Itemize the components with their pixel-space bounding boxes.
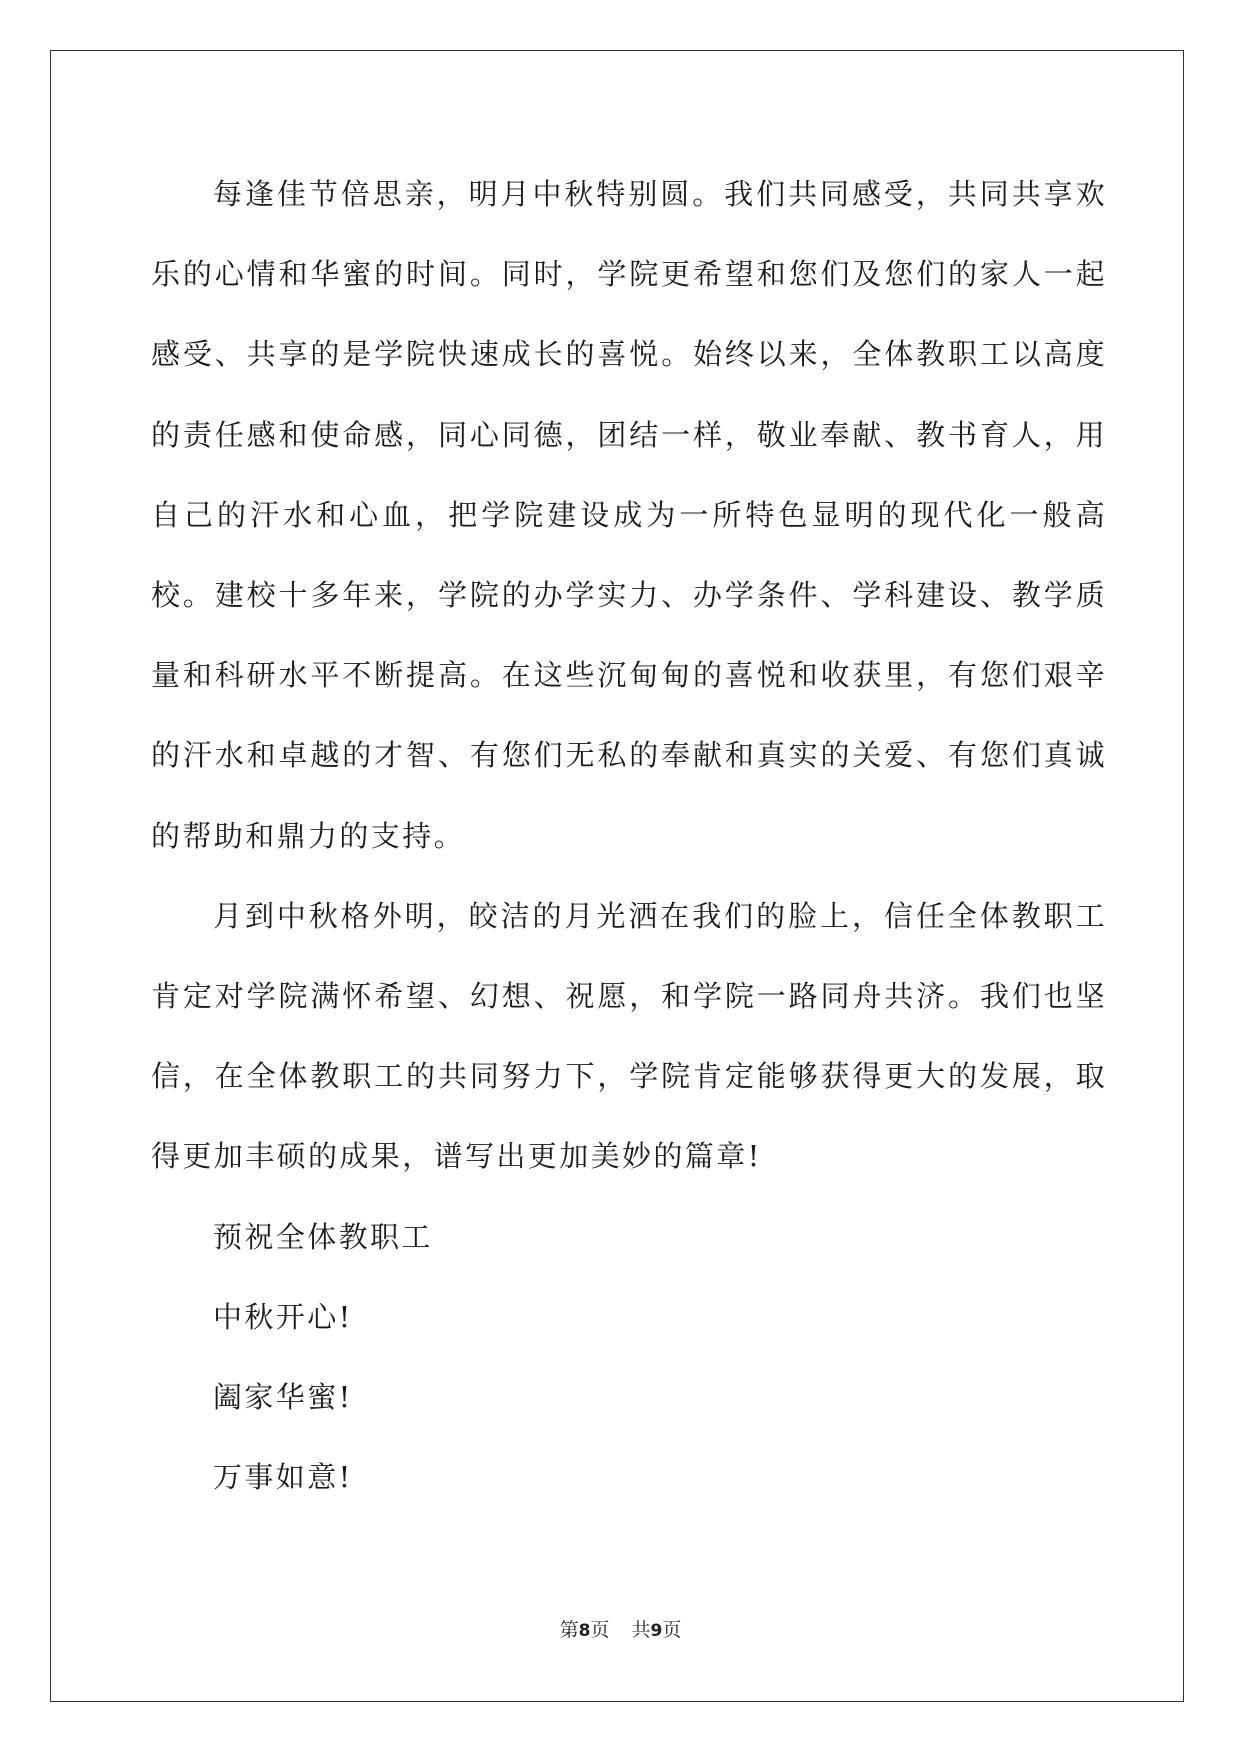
paragraph-1: 每逢佳节倍思亲，明月中秋特别圆。我们共同感受，共同共享欢乐的心情和华蜜的时间。同时，学院更希望和您们及您们的家人一起感受、共享的是学院快速成长的喜悦。始终以来，全体教职工以高度的责任感和使命感，同心同德，团结一样，敬业奉献、教书育人，用自己的汗水和心血，把学院建设成为一所特色显明的现代化一般高校。建校十多年来，学院的办学实力、办学条件、学科建设、教学质量和科研水平不断提高。在这些沉甸甸的喜悦和收获里，有您们艰辛的汗水和卓越的才智、有您们无私的奉献和真实的关爱、有您们真诚的帮助和鼎力的支持。 <box>151 177 1107 853</box>
paragraph-2: 月到中秋格外明，皎洁的月光洒在我们的脸上，信任全体教职工肯定对学院满怀希望、幻想、祝愿，和学院一路同舟共济。我们也坚信，在全体教职工的共同努力下，学院肯定能够获得更大的发展，取得更加丰硕的成果，谱写出更加美妙的篇章! <box>151 898 1107 1174</box>
closing-line-1: 预祝全体教职工 <box>213 1219 433 1254</box>
total-pages-number: 9 <box>650 1621 663 1641</box>
closing-line-4: 万事如意! <box>213 1460 353 1495</box>
current-page-number: 8 <box>578 1621 591 1641</box>
closing-line-3: 阖家华蜜! <box>213 1380 353 1415</box>
total-suffix: 页 <box>662 1619 682 1641</box>
document-body <box>151 154 1107 1517</box>
page-prefix: 第 <box>559 1619 579 1641</box>
page-suffix: 页 <box>590 1619 610 1641</box>
total-prefix: 共 <box>631 1619 651 1641</box>
closing-line-2: 中秋开心! <box>213 1299 353 1334</box>
page-footer <box>0 1618 1241 1643</box>
